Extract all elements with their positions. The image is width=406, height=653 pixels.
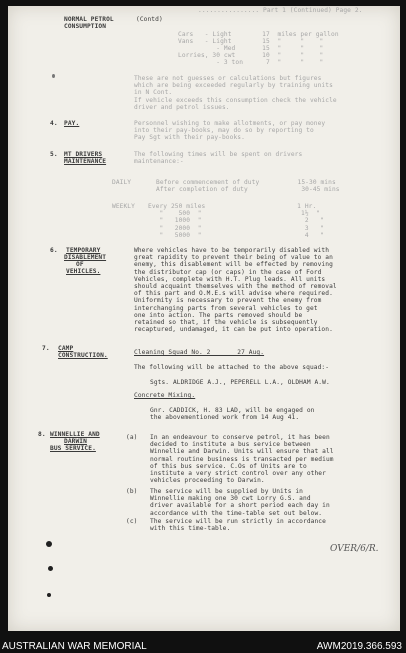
section-heading-mt-drivers: MT DRIVERS — [64, 151, 103, 158]
document-page — [8, 6, 400, 631]
pay-body: Personnel wishing to make allotments, or pay money into their pay-books, may do so by reporting to Pay Sgt with their pay-books. — [134, 120, 326, 142]
concrete-mixing-heading: Concrete Mixing. — [134, 392, 196, 399]
maintenance-intro: The following times will be spent on drivers maintenance:- — [134, 151, 303, 166]
cleaning-squad-line: Cleaning Squad No. 2 27 Aug. — [134, 349, 265, 356]
daily-label: DAILY — [112, 179, 132, 186]
daily-rows: Before commencement of duty 15-30 mins After completion of duty 30-45 mins — [156, 179, 340, 194]
section-heading-of: OF — [76, 261, 84, 268]
section-number-7: 7. — [42, 345, 50, 352]
weekly-rows: Every 250 miles 1 Hr. " 500 " 1½ " " 1000 " 2 " " 2000 " 3 " " 5000 " 4 " — [148, 203, 324, 239]
section-heading-winnellie: WINNELLIE AND — [50, 431, 100, 438]
section-title-consumption: CONSUMPTION — [64, 23, 107, 30]
disablement-body: Where vehicles have to be temporarily disabled with great rapidity to prevent their being of value to an enemy, this disablement will be effected by removing the distributor cap (or caps) in the case of Ford Vehicles, complete with H.T. Plug leads. All units should acquaint themselves with the method of removal of this part and O.M.E.s will advise where required. Uniformity is necessary to prevent the enemy from interchanging parts from several vehicles to get one into action. The parts removed should be retained so that, if the vehicle is subsequently recaptured, undamaged, it can be put into operation. — [134, 247, 337, 334]
ink-mark — [52, 74, 55, 78]
consumption-row: Lorries, 30 cwt 10 " " " — [178, 52, 324, 59]
section-number-6: 6. — [50, 247, 58, 254]
section-heading-vehicles: VEHICLES. — [66, 268, 101, 275]
section-heading-construction: CONSTRUCTION. — [58, 352, 108, 359]
section-heading-disablement: DISABLEMENT — [64, 254, 107, 261]
section-title-petrol: NORMAL PETROL — [64, 16, 114, 23]
item-mark-c: (c) — [126, 518, 138, 525]
section-heading-darwin: DARWIN — [64, 438, 87, 445]
section-number-4: 4. — [50, 120, 58, 127]
item-text-b: The service will be supplied by Units in Winnellie making one 30 cwt Lorry G.S. and driver available for a short period each day in accordance with the time-table set out below. — [150, 488, 330, 517]
footer-accession-number: AWM2019.366.593 — [316, 641, 402, 652]
item-text-c: The service will be run strictly in accordance with this time-table. — [150, 518, 326, 533]
section-number-8: 8. — [38, 431, 46, 438]
item-mark-a: (a) — [126, 434, 138, 441]
consumption-row: Vans - Light 15 " " " — [178, 38, 324, 45]
contd-label: (Contd) — [136, 16, 163, 23]
page-header-line: ................ Part 1 (Continued) Page 2. — [198, 7, 363, 14]
names-line: Sgts. ALDRIDGE A.J., PEPERELL L.A., OLDHAM A.W. — [150, 379, 330, 386]
consumption-row: - 3 ton 7 " " " — [178, 59, 324, 66]
section-heading-pay: PAY. — [64, 120, 80, 127]
punch-hole-mark — [47, 593, 51, 597]
item-mark-b: (b) — [126, 488, 138, 495]
punch-hole-mark — [46, 541, 52, 547]
consumption-note: These are not guesses or calculations but figures which are being exceeded regularly by training units in N Cont. If vehicle exceeds this consumption check the vehicle driver and petrol issues. — [134, 75, 337, 111]
section-heading-camp: CAMP — [58, 345, 74, 352]
item-text-a: In an endeavour to conserve petrol, it has been decided to institute a bus service between Winnellie and Darwin. Units will ensure that all normal routine business is transacted per medium of this bus service. C.Os of Units are to institute a very strict control over any other vehicles proceeding to Darwin. — [150, 434, 334, 485]
over-handwritten-note: OVER/6/R. — [330, 544, 379, 554]
consumption-row: Cars - Light 17 miles per gallon — [178, 31, 339, 38]
punch-hole-mark — [48, 566, 53, 571]
section-heading-maintenance: MAINTENANCE — [64, 158, 107, 165]
weekly-label: WEEKLY — [112, 203, 135, 210]
section-heading-temporary: TEMPORARY — [66, 247, 101, 254]
section-number-5: 5. — [50, 151, 58, 158]
section-heading-bus-service: BUS SERVICE. — [50, 445, 96, 452]
attached-line: The following will be attached to the above squad:- — [134, 364, 330, 371]
consumption-row: - Med 15 " " " — [178, 45, 324, 52]
concrete-mixing-body: Gnr. CADDICK, H. 83 LAD, will be engaged on the abovementioned work from 14 Aug 41. — [150, 407, 315, 422]
footer-institution: AUSTRALIAN WAR MEMORIAL — [2, 641, 147, 652]
